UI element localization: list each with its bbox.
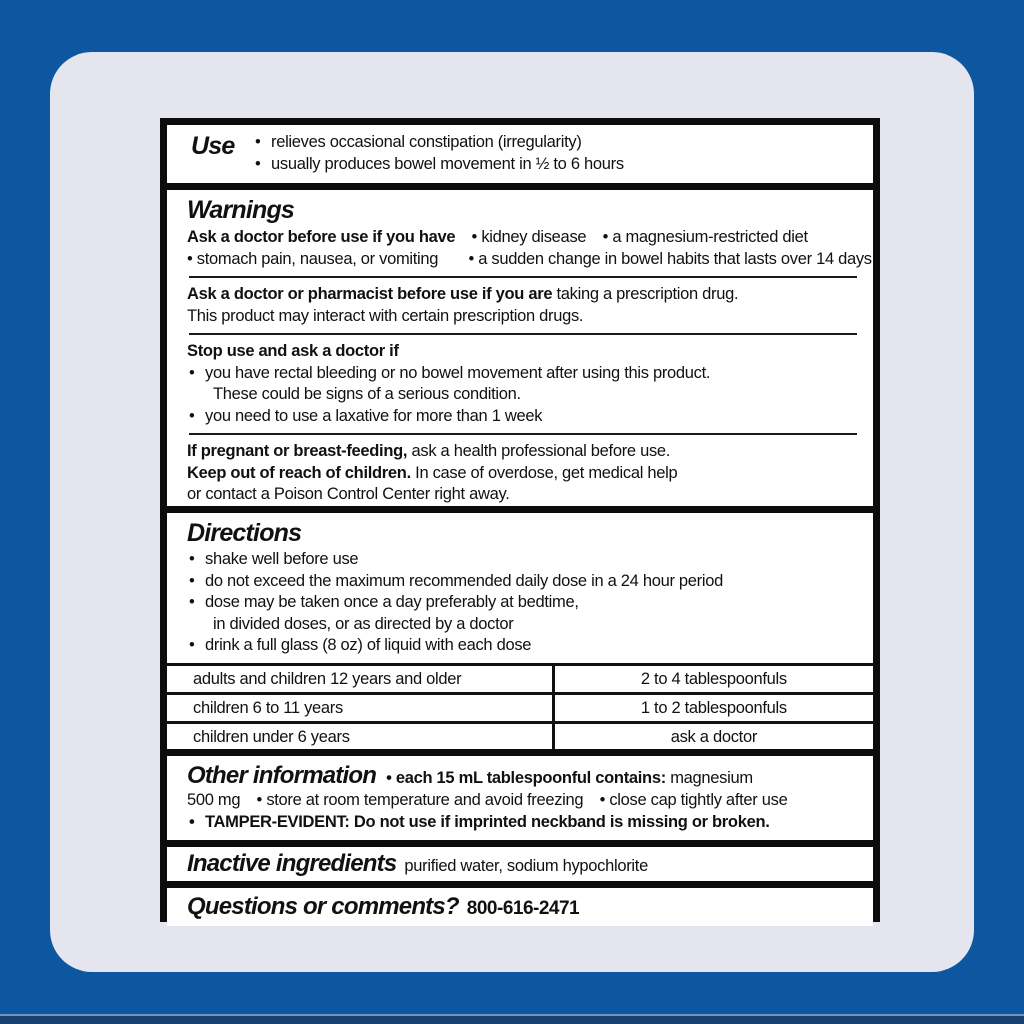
directions-title: Directions (187, 519, 302, 547)
section-other-information (167, 756, 873, 840)
directions-bullet-2-text: do not exceed the maximum recommended daily dose in a 24 hour period (205, 571, 723, 590)
drug-facts-label (160, 118, 880, 922)
other-info-cap: • close cap tightly after use (600, 791, 788, 809)
section-use (167, 125, 873, 183)
pregnant-line (187, 441, 859, 463)
section-directions (167, 513, 873, 749)
bullet-icon: • (255, 133, 261, 151)
dosing-row-dose: 1 to 2 tablespoonfuls (552, 695, 873, 724)
other-info-storage: • store at room temperature and avoid freezing (257, 791, 584, 809)
pharmacist-heading: Ask a doctor or pharmacist before use if you are (187, 285, 553, 303)
directions-bullet-3-text: dose may be taken once a day preferably at bedtime, (205, 593, 579, 611)
section-inactive-ingredients (167, 847, 873, 881)
use-bullet-1 (253, 132, 624, 154)
bullet-icon: • (189, 593, 195, 611)
ask-doctor-item-3: • stomach pain, nausea, or vomiting (187, 250, 438, 268)
keep-out-line-2: or contact a Poison Control Center right away. (187, 485, 510, 503)
directions-bullet-3 (187, 592, 859, 614)
dosing-row-dose: 2 to 4 tablespoonfuls (552, 666, 873, 695)
pregnant-heading: If pregnant or breast-feeding, (187, 442, 408, 460)
divider (189, 433, 857, 435)
ask-doctor-item-2: • a magnesium-restricted diet (603, 228, 808, 246)
warnings-pharmacist-line-2: This product may interact with certain prescription drugs. (187, 306, 584, 325)
warnings-pharmacist-line-1 (187, 284, 859, 306)
warnings-ask-doctor-line-1 (187, 227, 859, 249)
dosing-row-age: children 6 to 11 years (167, 695, 552, 724)
warnings-ask-doctor-line-2 (187, 249, 872, 271)
section-warnings (167, 190, 873, 506)
stop-use-bullet-2-text: you need to use a laxative for more than 1 week (205, 406, 543, 425)
warnings-title: Warnings (187, 196, 295, 224)
questions-title: Questions or comments? (187, 893, 459, 920)
keep-out-heading: Keep out of reach of children. (187, 463, 411, 482)
dosing-row-age: children under 6 years (193, 727, 350, 746)
use-bullet-1-text: relieves occasional constipation (irregularity) (271, 133, 582, 151)
divider (189, 276, 857, 278)
use-bullet-2 (253, 154, 624, 176)
bullet-icon: • (189, 571, 195, 590)
tamper-evident-line (187, 812, 861, 834)
directions-bullet-3-continued: in divided doses, or as directed by a doctor (213, 614, 514, 633)
section-questions (167, 888, 873, 926)
stop-use-bullet-2 (187, 406, 859, 428)
bullet-icon: • (189, 550, 195, 568)
background-floor-edge (0, 1014, 1024, 1024)
pharmacist-rest: taking a prescription drug. (552, 285, 739, 303)
bullet-icon: • (189, 406, 195, 425)
tamper-evident-text: TAMPER-EVIDENT: Do not use if imprinted neckband is missing or broken. (205, 812, 770, 831)
inactive-ingredients-text: purified water, sodium hypochlorite (404, 857, 648, 875)
stop-use-bullet-1-continued: These could be signs of a serious condition. (213, 385, 521, 403)
contains-heading: • each 15 mL tablespoonful contains: (386, 769, 666, 787)
keep-out-rest: In case of overdose, get medical help (410, 463, 678, 482)
contains-rest: magnesium (665, 769, 753, 787)
stop-use-bullet-1 (187, 363, 859, 385)
phone-number: 800-616-2471 (466, 898, 580, 919)
ask-doctor-item-4: • a sudden change in bowel habits that lasts over 14 days (468, 250, 871, 268)
dosing-row-dose: ask a doctor (552, 724, 873, 750)
use-bullet-2-text: usually produces bowel movement in ½ to 6 hours (271, 154, 624, 173)
stop-use-bullet-1-text: you have rectal bleeding or no bowel movement after using this product. (205, 363, 711, 382)
directions-bullet-2 (187, 571, 859, 593)
directions-bullet-4 (187, 635, 859, 657)
use-bullets (253, 132, 624, 179)
stop-use-heading: Stop use and ask a doctor if (187, 342, 399, 360)
other-info-line-1 (187, 762, 861, 790)
directions-bullet-1 (187, 549, 859, 571)
other-info-title: Other information (187, 762, 377, 789)
ask-doctor-item-1: • kidney disease (472, 228, 587, 246)
directions-text (167, 519, 873, 657)
divider (189, 333, 857, 335)
bullet-icon: • (189, 363, 195, 382)
bullet-icon: • (189, 636, 195, 654)
directions-bullet-4-text: drink a full glass (8 oz) of liquid with each dose (205, 636, 532, 654)
pregnant-rest: ask a health professional before use. (407, 442, 671, 460)
dosing-row-age: adults and children 12 years and older (167, 666, 552, 695)
other-info-500mg: 500 mg (187, 791, 241, 809)
bullet-icon: • (255, 154, 261, 173)
use-title: Use (191, 132, 235, 160)
bullet-icon: • (189, 812, 195, 831)
inactive-ingredients-title: Inactive ingredients (187, 850, 397, 877)
other-info-line-2 (187, 790, 861, 812)
dosing-table (167, 663, 873, 750)
keep-out-line (187, 463, 859, 485)
ask-doctor-heading: Ask a doctor before use if you have (187, 228, 456, 246)
directions-bullet-1-text: shake well before use (205, 550, 359, 568)
